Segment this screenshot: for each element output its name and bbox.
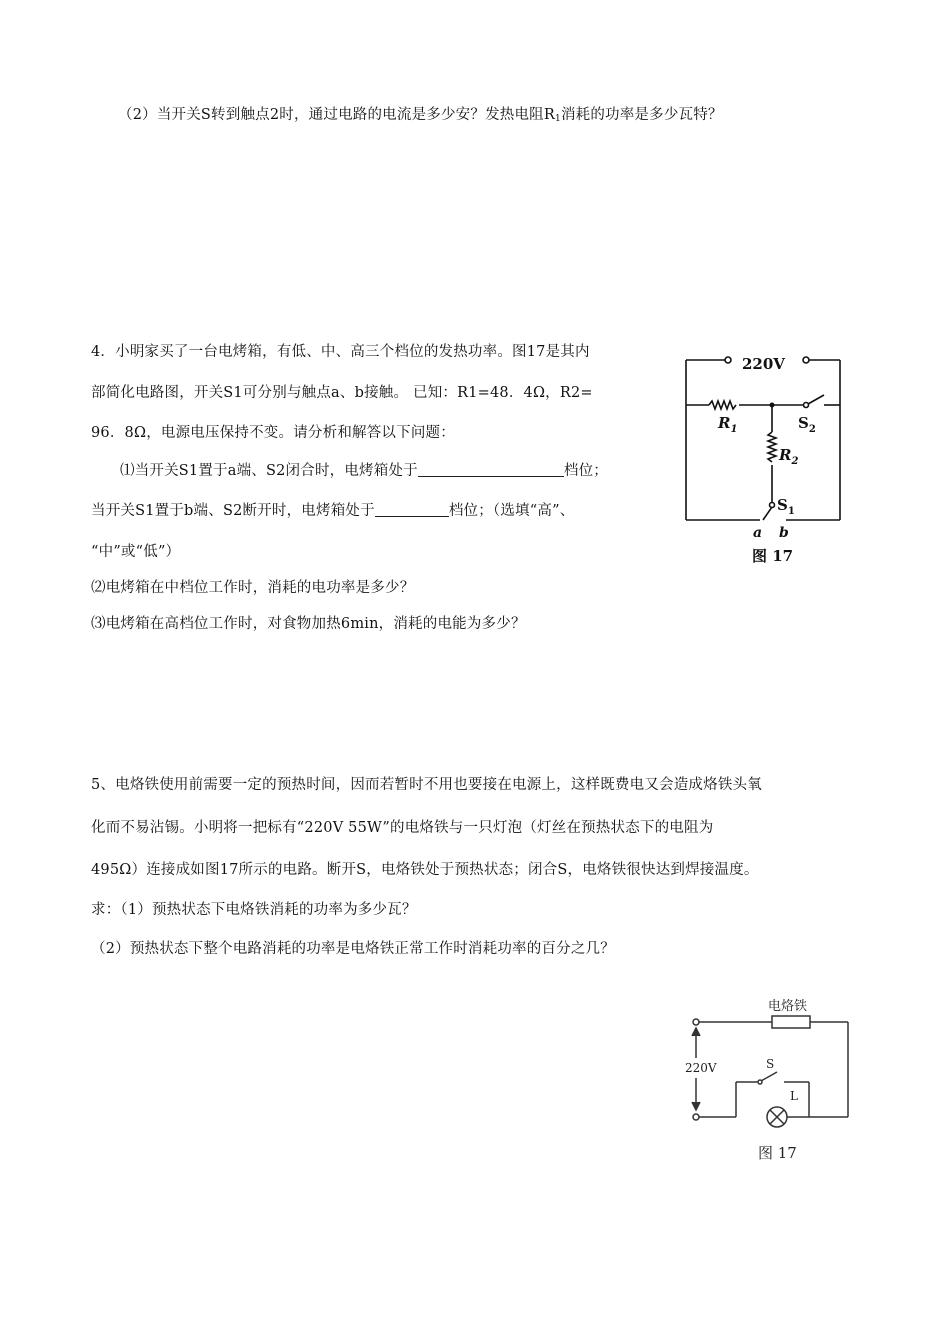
contact-a-label: a [753,525,763,541]
q4-line-2: 部简化电路图，开关S1可分别与触点a、b接触。 已知：R1=48．4Ω，R2= [91,385,593,401]
q4-part2-text: ⑵电烤箱在中档位工作时，消耗的电功率是多少？ [91,580,415,596]
q4-part1-line-2: 当开关S1置于b端、S2断开时，电烤箱处于 档位；（选填“高”、 [91,503,575,519]
q4-part3-text: ⑶电烤箱在高档位工作时，对食物加热6min，消耗的电能为多少？ [91,616,526,632]
s2-label: $S_2$ [798,414,816,435]
switch-label: S [766,1057,775,1071]
soldering-iron-circuit-diagram [684,990,860,1170]
answer-blank-1[interactable] [418,463,564,477]
q5-line-3: 495Ω）连接成如图17所示的电路。断开S，电烙铁处于预热状态；闭合S，电烙铁很快达到焊接温度。 [91,862,759,878]
voltage-label-2: 220V [685,1061,717,1075]
q4-line-1: 4．小明家买了一台电烤箱，有低、中、高三个档位的发热功率。图17是其内 [91,344,590,360]
q5-line-5: （2）预热状态下整个电路消耗的功率是电烙铁正常工作时消耗功率的百分之几？ [91,941,615,957]
soldering-iron-label: 电烙铁 [768,999,808,1014]
figure-caption-2: 图 17 [758,1144,797,1162]
answer-blank-2[interactable] [375,503,449,517]
voltage-label: 220V [742,355,785,373]
r2-label: $R_2$ [779,446,799,467]
q5-line-1: 5、电烙铁使用前需要一定的预热时间，因而若暂时不用也要接在电源上，这样既费电又会造成烙铁头氧 [91,777,762,793]
q4-line-3: 96．8Ω，电源电压保持不变。请分析和解答以下问题： [91,425,455,441]
r1-label: $R_1$ [718,414,738,435]
q4-part1-line-1: ⑴当开关S1置于a端、S2闭合时，电烤箱处于 档位； [120,463,608,479]
lamp-label: L [790,1089,798,1103]
q3-part2-text: （2）当开关S转到触点2时，通过电路的电流是多少安？发热电阻$R_1$消耗的功率是多少瓦特？ [118,107,723,124]
s1-label: $S_1$ [777,496,795,517]
oven-circuit-diagram [676,348,856,576]
contact-b-label: b [779,525,789,541]
q4-part1-line-3: “中”或“低”） [91,544,181,560]
figure-caption: 图 17 [752,547,794,565]
q5-line-4: 求：（1）预热状态下电烙铁消耗的功率为多少瓦？ [91,902,417,918]
q5-line-2: 化而不易沾锡。小明将一把标有“220V 55W”的电烙铁与一只灯泡（灯丝在预热状态下的电阻为 [91,820,714,836]
